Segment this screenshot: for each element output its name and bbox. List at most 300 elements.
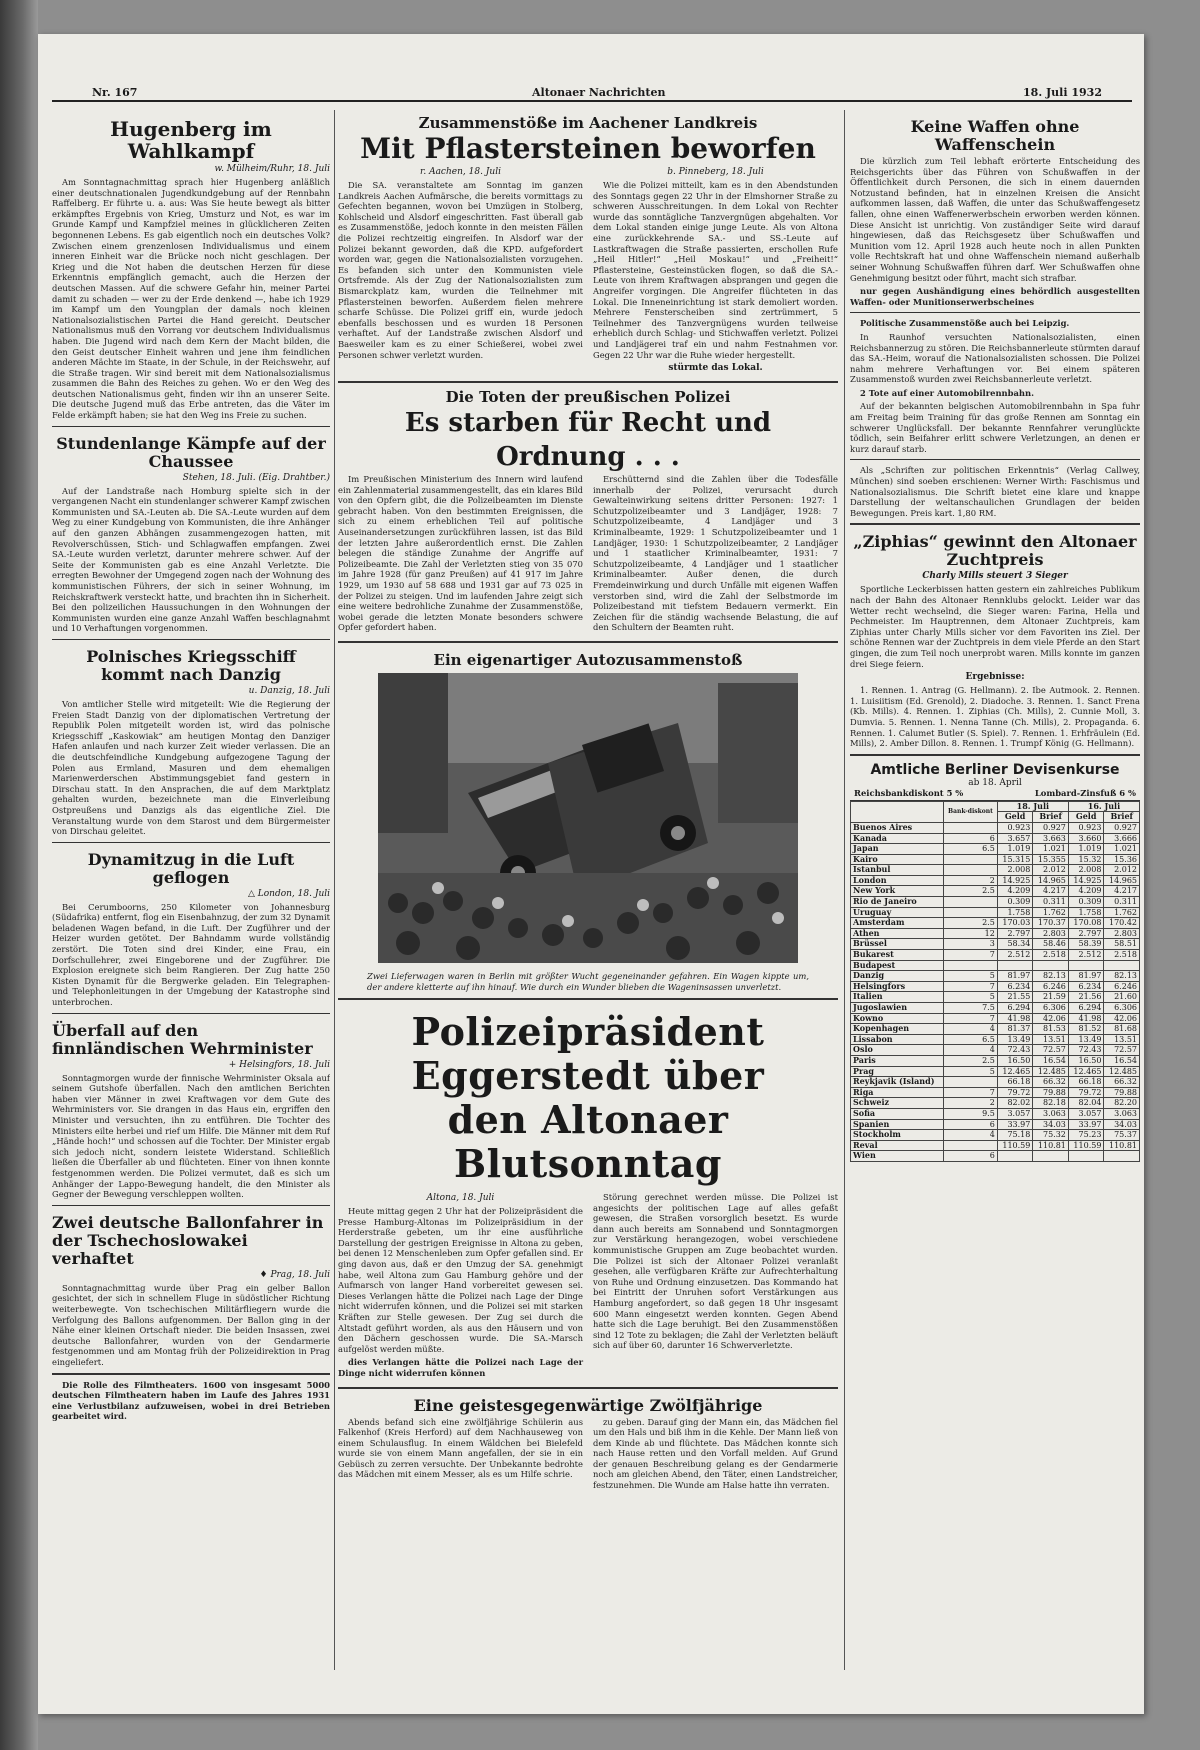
article-title: Hugenberg im Wahlkampf (110, 117, 272, 163)
table-row (851, 854, 1140, 865)
forex-table (850, 801, 1140, 1162)
geld-cell: 81.97 (1068, 971, 1104, 982)
geld-cell: 1.758 (997, 907, 1033, 918)
table-row (851, 1108, 1140, 1119)
geld-cell: 66.18 (1068, 1077, 1104, 1088)
discount-cell (944, 907, 998, 918)
geld-cell: 14.925 (997, 875, 1033, 886)
divider (52, 639, 330, 640)
headline-line-1: Polizeipräsident Eggerstedt über (411, 1009, 765, 1098)
currency-name: Rio de Janeiro (851, 897, 944, 908)
lombard-rate: Lombard-Zinsfuß 6 % (1034, 787, 1136, 798)
article-dateline: Stehen, 18. Juli. (Eig. Drahtber.) (182, 472, 330, 483)
article-emphasis: dies Verlangen hätte die Polizei nach Lage der Dinge nicht widerrufen können (338, 1357, 583, 1378)
table-row (851, 960, 1140, 971)
geld-cell: 81.52 (1068, 1024, 1104, 1035)
divider (850, 312, 1140, 313)
brief-cell: 3.666 (1104, 833, 1140, 844)
article-body: Störung gerechnet werden müsse. Die Polizei ist angesichts der politischen Lage auf alles gefaßt gewesen, die Straßen vorsorglich besetzt. Es wurde dann auch bereits am Sonnabend und Sonntagmorgen zur Verstärkung herangezogen, wobei verschiedene kommunistische Gruppen am Zuge beobachtet wurden. Die Polizei ist sich der Altonaer Polizei veranlaßt gesehen, alle verfügbaren Kräfte zur Aufrechterhaltung von Ruhe und Ordnung einzusetzen. Das Kommando hat bei Eintritt der Unruhen sofort Verstärkungen aus Hamburg angefordert, so daß gegen 18 Uhr insgesamt 600 Mann eingesetzt werden konnten. Gegen Abend hatte sich die Lage beruhigt. Bei den Zusammenstößen sind 12 Tote zu beklagen; die Zahl der Verletzten beläuft sich auf über 60, darunter 16 Schwerverletzte. (593, 1192, 838, 1351)
currency-name: Buenos Aires (851, 822, 944, 833)
header-brief: Brief (1033, 812, 1069, 823)
table-row (851, 822, 1140, 833)
geld-cell: 33.97 (1068, 1119, 1104, 1130)
article-body: Die SA. veranstaltete am Sonntag im ganzen Landkreis Aachen Aufmärsche, die bereits vormittags zu Gefechten begannen, wovon bei Umzügen in Stolberg, Kohlscheid und Alsdorf eingeschritten. Fast überall gab es Zusammenstöße, jedoch konnte in den meisten Fällen die Polizei rechtzeitig eingreifen. In Alsdorf war der Polizei bekannt geworden, daß die KPD. aufgefordert worden war, gegen die Nationalsozialisten vorzugehen. Es befanden sich unter den Kommunisten viele Ortsfremde. Als der Zug der Nationalsozialisten zum Bismarckplatz kam, wurden die Teilnehmer mit Pflastersteinen beworfen. Außerdem fielen mehrere scharfe Schüsse. Die Polizei griff ein, wurde jedoch ebenfalls beschossen und es wurden 18 Personen verhaftet. Auf der Landstraße zwischen Alsdorf und Baesweiler kam es zu einer Schießerei, wobei zwei Personen schwer verletzt wurden. (338, 180, 583, 360)
column-rule (844, 110, 845, 1670)
article-body: Im Preußischen Ministerium des Innern wird laufend ein Zahlenmaterial zusammengestellt, das ein klares Bild von den Opfern gibt, die die Polizeibeamten im Dienste gebracht haben. Von den bestimmten Ereignissen, die sich zu einem erheblichen Teil auf politische Auseinandersetzungen zurückführen lassen, ist das Bild der letzten Jahre außerordentlich ernst. Die Zahlen belegen die ständige Zunahme der Angriffe auf Polizeibeamte. Die Zahl der Verletzten stieg von 35 070 im Jahre 1928 (für ganz Preußen) auf 41 917 im Jahre 1929, um 1930 auf 58 688 und 1931 gar auf 73 025 in der Polizei zu steigen. Und im laufenden Jahre zeigt sich eine weitere bedrohliche Zunahme der Zusammenstöße, wobei gerade die letzten Monate besonders schwere Opfer gefordert haben. (338, 474, 583, 633)
currency-name: Lissabon (851, 1034, 944, 1045)
brief-cell: 82.13 (1104, 971, 1140, 982)
geld-cell: 6.294 (997, 1003, 1033, 1014)
brief-cell: 79.88 (1104, 1087, 1140, 1098)
article-title: „Ziphias“ gewinnt den Altonaer Zuchtpreis (853, 532, 1137, 570)
paper-name: Altonaer Nachrichten (532, 86, 666, 99)
page-date: 18. Juli 1932 (1023, 86, 1102, 99)
article-body: Sonntagmorgen wurde der finnische Wehrminister Oksala auf seinem Gutshofe überfallen. Nach den amtlichen Berichten haben vier Männer in zwei Kraftwagen vor dem Gute des Wehrministers vor. Sie drangen in das Haus ein, ergriffen den Minister und versuchten, ihn zu entführen. Die Tochter des Ministers eilte herbei und rief um Hilfe. Die Männer mit dem Ruf „Hände hoch!“ und schossen auf die Tochter. Der Minister ergab sich jedoch nicht, sondern leistete Widerstand. Schließlich ließen die Überfaller ab und flüchteten. Einer von ihnen konnte festgenommen werden. Die Polizei vermutet, daß es sich um Anhänger der Lappo-Bewegung handelt, die den Minister als Gegner der Bewegung verschleppen wollten. (52, 1072, 330, 1200)
geld-cell: 0.309 (1068, 897, 1104, 908)
geld-cell: 16.50 (997, 1055, 1033, 1066)
geld-cell: 75.23 (1068, 1130, 1104, 1141)
table-row (851, 1013, 1140, 1024)
brief-cell: 21.59 (1033, 992, 1069, 1003)
table-row (851, 928, 1140, 939)
divider (338, 1387, 838, 1389)
brief-cell: 6.246 (1033, 981, 1069, 992)
geld-cell: 33.97 (997, 1119, 1033, 1130)
discount-rate: Reichsbankdiskont 5 % (854, 787, 964, 798)
discount-cell: 6.5 (944, 1034, 998, 1045)
brief-cell: 15.36 (1104, 854, 1140, 865)
header-geld: Geld (997, 812, 1033, 823)
table-row (851, 918, 1140, 929)
currency-name: Athen (851, 928, 944, 939)
currency-name: Uruguay (851, 907, 944, 918)
table-row (851, 865, 1140, 876)
brief-cell (1104, 1151, 1140, 1162)
divider (52, 1205, 330, 1206)
geld-cell: 2.512 (1068, 950, 1104, 961)
article-dateline: u. Danzig, 18. Juli (248, 685, 330, 696)
discount-cell: 2.5 (944, 918, 998, 929)
geld-cell: 79.72 (1068, 1087, 1104, 1098)
divider (338, 641, 838, 643)
eggerstedt-article (338, 1192, 838, 1382)
article-title: Polnisches Kriegsschiff kommt nach Danzig (86, 646, 296, 684)
discount-cell: 2 (944, 1098, 998, 1109)
geld-cell: 4.209 (997, 886, 1033, 897)
divider (338, 381, 838, 383)
table-row (851, 1055, 1140, 1066)
discount-cell: 4 (944, 1130, 998, 1141)
table-row (851, 1066, 1140, 1077)
table-row (851, 1077, 1140, 1088)
brief-cell: 82.13 (1033, 971, 1069, 982)
brief-cell: 58.51 (1104, 939, 1140, 950)
brief-cell: 66.32 (1033, 1077, 1069, 1088)
currency-name: Oslo (851, 1045, 944, 1056)
geld-cell: 75.18 (997, 1130, 1033, 1141)
police-headline-block (338, 388, 838, 474)
geld-cell: 72.43 (997, 1045, 1033, 1056)
photo-title: Ein eigenartiger Autozusammenstoß (433, 651, 743, 669)
brief-cell: 6.246 (1104, 981, 1140, 992)
currency-name: Danzig (851, 971, 944, 982)
article-brief: Die Rolle des Filmtheaters. 1600 von insgesamt 5000 deutschen Filmtheatern haben im Laufe des Jahres 1931 eine Verlustbilanz aufzuweisen, wobei in drei Betrieben gearbeitet wird. (52, 1379, 330, 1422)
geld-cell: 6.234 (1068, 981, 1104, 992)
table-row (851, 833, 1140, 844)
geld-cell: 0.923 (1068, 822, 1104, 833)
currency-name: Brüssel (851, 939, 944, 950)
discount-cell: 12 (944, 928, 998, 939)
currency-name: Prag (851, 1066, 944, 1077)
currency-name: Japan (851, 844, 944, 855)
discount-cell: 6.5 (944, 844, 998, 855)
geld-cell: 58.34 (997, 939, 1033, 950)
geld-cell: 0.309 (997, 897, 1033, 908)
brief-cell: 2.012 (1033, 865, 1069, 876)
article-title: Zwei deutsche Ballonfahrer in der Tschechoslowakei verhaftet (52, 1212, 324, 1268)
table-row (851, 886, 1140, 897)
brief-cell: 12.485 (1033, 1066, 1069, 1077)
brief-cell: 170.42 (1104, 918, 1140, 929)
article-dateline: r. Aachen, 18. Juli (420, 167, 501, 177)
brief-cell: 2.803 (1033, 928, 1069, 939)
brief-cell: 42.06 (1104, 1013, 1140, 1024)
geld-cell: 14.925 (1068, 875, 1104, 886)
geld-cell (997, 1151, 1033, 1162)
article-dateline: b. Pinneberg, 18. Juli (667, 167, 764, 177)
forex-block (850, 762, 1140, 1162)
currency-name: Reval (851, 1140, 944, 1151)
currency-name: Budapest (851, 960, 944, 971)
brief-cell: 6.306 (1104, 1003, 1140, 1014)
geld-cell: 1.019 (997, 844, 1033, 855)
brief-title: Politische Zusammenstöße auch bei Leipzig. (860, 318, 1070, 329)
aachen-article (338, 166, 838, 376)
discount-cell: 2.5 (944, 1055, 998, 1066)
currency-name: Schweiz (851, 1098, 944, 1109)
brief-cell: 170.37 (1033, 918, 1069, 929)
table-row (851, 1151, 1140, 1162)
brief-cell: 0.311 (1104, 897, 1140, 908)
brief-cell: 0.311 (1033, 897, 1069, 908)
article-headline: Mit Pflastersteinen beworfen (360, 132, 816, 165)
article-title: Keine Waffen ohne Waffenschein (910, 117, 1080, 154)
geld-cell: 6.234 (997, 981, 1033, 992)
discount-cell: 7 (944, 950, 998, 961)
brief-cell: 1.021 (1033, 844, 1069, 855)
divider (338, 998, 838, 1000)
brief-cell: 1.021 (1104, 844, 1140, 855)
article-dateline: Altona, 18. Juli (426, 1193, 495, 1203)
article-dateline: △ London, 18. Juli (247, 888, 330, 899)
book-notice: Als „Schriften zur politischen Erkenntnis“ (Verlag Callwey, München) sind soeben erschienen: Werner Wirth: Faschismus und Nationalsozialismus. Die Schrift bietet eine klare und knappe Darstellung der weltanschaulichen Grundlagen der beiden Bewegungen. Preis kart. 1,80 RM. (850, 465, 1140, 518)
currency-name: Stockholm (851, 1130, 944, 1141)
brief-cell: 110.81 (1033, 1140, 1069, 1151)
page-header (52, 84, 1132, 102)
geld-cell: 2.797 (997, 928, 1033, 939)
brief-cell: 12.485 (1104, 1066, 1140, 1077)
discount-cell (944, 897, 998, 908)
article-subhead: stürmte das Lokal. (668, 363, 763, 374)
photo-caption: Zwei Lieferwagen waren in Berlin mit größter Wucht gegeneinander gefahren. Ein Wagen kippte um, der andere kletterte auf ihn hinauf. Wie durch ein Wunder blieben die Wageninsassen unverletzt. (367, 971, 809, 992)
table-row (851, 907, 1140, 918)
brief-cell: 75.32 (1033, 1130, 1069, 1141)
geld-cell: 21.56 (1068, 992, 1104, 1003)
discount-cell: 5 (944, 1066, 998, 1077)
table-row (851, 1024, 1140, 1035)
article-kicker: Zusammenstöße im Aachener Landkreis (418, 114, 758, 132)
brief-title: 2 Tote auf einer Automobilrennbahn. (860, 387, 1035, 398)
table-row (851, 971, 1140, 982)
article-title: Überfall auf den finnländischen Wehrminister (52, 1020, 313, 1058)
article-subhead: Charly Mills steuert 3 Sieger (922, 571, 1068, 582)
article-dateline: w. Mülheim/Ruhr, 18. Juli (214, 164, 330, 174)
divider (52, 426, 330, 427)
geld-cell: 3.057 (1068, 1108, 1104, 1119)
table-row (851, 1140, 1140, 1151)
header-brief: Brief (1104, 812, 1140, 823)
geld-cell: 41.98 (1068, 1013, 1104, 1024)
divider (850, 754, 1140, 756)
article-kicker: Die Toten der preußischen Polizei (445, 388, 731, 407)
crash-photo (378, 673, 798, 963)
brief-cell: 16.54 (1104, 1055, 1140, 1066)
headline-line-2: den Altonaer Blutsonntag (447, 1097, 729, 1186)
geld-cell (1068, 960, 1104, 971)
discount-cell: 7 (944, 1087, 998, 1098)
left-column (52, 110, 330, 1710)
article-dateline: + Helsingfors, 18. Juli (228, 1059, 330, 1070)
geld-cell: 1.019 (1068, 844, 1104, 855)
currency-name: Wien (851, 1151, 944, 1162)
geld-cell: 13.49 (997, 1034, 1033, 1045)
table-row (851, 844, 1140, 855)
brief-cell: 34.03 (1033, 1119, 1069, 1130)
results-title: Ergebnisse: (965, 672, 1025, 683)
geld-cell: 82.04 (1068, 1098, 1104, 1109)
article-emphasis: nur gegen Aushändigung eines behördlich ausgestellten Waffen- oder Munitionserwerbscheines (850, 286, 1140, 307)
brief-cell: 34.03 (1104, 1119, 1140, 1130)
header-geld: Geld (1068, 812, 1104, 823)
aachen-headline-block (338, 114, 838, 166)
brief-cell: 72.57 (1033, 1045, 1069, 1056)
discount-cell (944, 1077, 998, 1088)
brief-cell: 110.81 (1104, 1140, 1140, 1151)
divider (850, 523, 1140, 525)
brief-cell: 2.803 (1104, 928, 1140, 939)
geld-cell: 110.59 (997, 1140, 1033, 1151)
brief-cell: 82.18 (1033, 1098, 1069, 1109)
divider (52, 842, 330, 843)
geld-cell: 16.50 (1068, 1055, 1104, 1066)
geld-cell: 12.465 (1068, 1066, 1104, 1077)
geld-cell: 82.02 (997, 1098, 1033, 1109)
geld-cell: 170.08 (1068, 918, 1104, 929)
brief-cell: 3.063 (1033, 1108, 1069, 1119)
divider (850, 459, 1140, 460)
forex-rates (850, 788, 1140, 801)
brief-cell: 81.53 (1033, 1024, 1069, 1035)
forex-title: Amtliche Berliner Devisenkurse (870, 761, 1120, 778)
newspaper-page (38, 34, 1144, 1714)
brief-cell: 66.32 (1104, 1077, 1140, 1088)
discount-cell: 6 (944, 1119, 998, 1130)
geld-cell: 66.18 (997, 1077, 1033, 1088)
forex-subtitle: ab 18. April (968, 777, 1022, 788)
table-header-row (851, 801, 1140, 812)
geld-cell: 0.923 (997, 822, 1033, 833)
brief-cell: 6.306 (1033, 1003, 1069, 1014)
discount-cell (944, 1140, 998, 1151)
article-body: Abends befand sich eine zwölfjährige Schülerin aus Falkenhof (Kreis Herford) auf dem Nachhauseweg von einem Schulausflug. In einem Wäldchen bei Bielefeld wurde sie von einem Mann angefallen, der sie in ein Gebüsch zu zerren versuchte. Der Unbekannte bedrohte das Mädchen mit einem Messer, als es um Hilfe schrie. (338, 1416, 583, 1480)
currency-name: Kowno (851, 1013, 944, 1024)
brief-cell: 14.965 (1033, 875, 1069, 886)
discount-cell: 4 (944, 1024, 998, 1035)
results-body: 1. Rennen. 1. Antrag (G. Hellmann). 2. Ibe Autmook. 2. Rennen. 1. Luisiitism (Ed. Grenold), 2. Diadoche. 3. Rennen. 1. Sanct Frena (Kb. Mills). 4. Rennen. 1. Ziphias (Ch. Mills), 2. Cunnie Moll, 3. Dumvia. 5. Rennen. 1. Nenna Tanne (Ch. Mills), 2. Propaganda. 6. Rennen. 1. Calumet Butler (S. Spiel). 7. Rennen. 1. Erhfräulein (Ed. Mills), 2. Amber Dillon. 8. Rennen. 1. Trumpf König (G. Hellmann). (850, 685, 1140, 749)
article-title: Stundenlange Kämpfe auf der Chaussee (56, 433, 326, 471)
article-title: Eine geistesgegenwärtige Zwölfjährige (413, 1395, 763, 1415)
geld-cell: 79.72 (997, 1087, 1033, 1098)
article-body: Sportliche Leckerbissen hatten gestern ein zahlreiches Publikum nach der Bahn des Altonaer Rennklubs gelockt. Leider war das Wetter recht wechselnd, die Sieger waren: Farina, Hella und Pechmeister. Im Hauptrennen, dem Altonaer Zuchtpreis, kam Ziphias unter Charly Mills sicher vor dem Favoriten ins Ziel. Der schöne Rennen war der Zuchtpreis in dem viele Pferde an den Start gingen, die zum Teil noch unerprobt waren. Mills konnte im ganzen drei Siege feiern. (850, 584, 1140, 669)
discount-cell: 6 (944, 1151, 998, 1162)
geld-cell: 15.32 (1068, 854, 1104, 865)
currency-name: Helsingfors (851, 981, 944, 992)
currency-name: Kairo (851, 854, 944, 865)
geld-cell: 2.008 (997, 865, 1033, 876)
geld-cell: 12.465 (997, 1066, 1033, 1077)
geld-cell: 2.008 (1068, 865, 1104, 876)
middle-column (338, 110, 838, 1710)
brief-cell (1033, 960, 1069, 971)
header-currency (851, 801, 944, 822)
brief-cell: 0.927 (1104, 822, 1140, 833)
table-row (851, 1045, 1140, 1056)
table-row (851, 875, 1140, 886)
currency-name: Riga (851, 1087, 944, 1098)
discount-cell: 7 (944, 981, 998, 992)
table-row (851, 1087, 1140, 1098)
currency-name: London (851, 875, 944, 886)
brief-cell: 21.60 (1104, 992, 1140, 1003)
currency-name: Jugoslawien (851, 1003, 944, 1014)
currency-name: Bukarest (851, 950, 944, 961)
article-body: Erschütternd sind die Zahlen über die Todesfälle innerhalb der Polizei, verursacht durch Gewalteinwirkung seitens dritter Personen: 1927: 1 Schutzpolizeibeamter und 3 Landjäger, 1928: 7 Schutzpolizeibeamte, 4 Landjäger und 3 Kriminalbeamte, 1929: 1 Schutzpolizeibeamter und 1 Landjäger, 1930: 1 Schutzpolizeibeamter, 2 Landjäger und 1 staatlicher Kriminalbeamter, 1931: 7 Schutzpolizeibeamte, 4 Landjäger und 1 staatlicher Kriminalbeamter. Außer denen, die durch Fremdeinwirkung und durch Unfälle mit eigenen Waffen verstorben sind, wird die Zahl der Selbstmorde im Polizeibestand mit tiefstem Bedauern vermerkt. Ein Zeichen für die ständig wachsende Belastung, die auf den Schultern der Beamten ruht. (593, 474, 838, 633)
currency-name: Kopenhagen (851, 1024, 944, 1035)
article-title: Dynamitzug in die Luft geflogen (87, 849, 295, 887)
brief-cell: 14.965 (1104, 875, 1140, 886)
photo-block (353, 651, 823, 993)
discount-cell: 5 (944, 992, 998, 1003)
brief-cell: 58.46 (1033, 939, 1069, 950)
geld-cell: 15.315 (997, 854, 1033, 865)
book-binding (0, 0, 38, 1750)
header-date-2: 16. Juli (1068, 801, 1139, 812)
brief-cell: 75.37 (1104, 1130, 1140, 1141)
brief-cell: 4.217 (1104, 886, 1140, 897)
article-body: Die kürzlich zum Teil lebhaft erörterte Entscheidung des Reichsgerichts über das Führen von Schußwaffen in der Öffentlichkeit durch Personen, die sich in einem dauernden Notzustand befinden, hat in einzelnen Kreisen die Ansicht aufkommen lassen, daß Waffen, die unter das Schußwaffengesetz fallen, ohne einen Waffenerwerbschein erworben werden können. Diese Ansicht ist unrichtig. Von zuständiger Seite wird darauf hingewiesen, daß das Reichsgesetz über Schußwaffen und Munition vom 12. April 1928 auch heute noch in allen Punkten volle Rechtskraft hat und ohne Waffenschein niemand außerhalb seiner Wohnung Schußwaffen führen darf. Wer Schußwaffen ohne Genehmigung besitzt oder führt, macht sich strafbar. (850, 156, 1140, 283)
table-row (851, 1003, 1140, 1014)
currency-name: Sofia (851, 1108, 944, 1119)
discount-cell: 2 (944, 875, 998, 886)
brief-cell: 15.355 (1033, 854, 1069, 865)
geld-cell: 21.55 (997, 992, 1033, 1003)
discount-cell (944, 865, 998, 876)
geld-cell: 1.758 (1068, 907, 1104, 918)
geld-cell: 13.49 (1068, 1034, 1104, 1045)
brief-body: In Raunhof versuchten Nationalsozialisten, einen Reichsbannerzug zu stören. Die Reichsbannerleute stürmten darauf das SA.-Heim, worauf die Nationalsozialisten schossen. Die Polizei nahm mehrere Verhaftungen vor. Bei einem späteren Zusammenstoß wurden zwei Reichsbannerleute verletzt. (850, 331, 1140, 385)
article-body: Am Sonntagnachmittag sprach hier Hugenberg anläßlich einer deutschnationalen Jugendkundgebung auf der Rennbahn Raffelberg. Er führte u. a. aus: Was Sie heute bewegt als bitter erkämpftes Ergebnis von Krieg, Umsturz und Not, es war im Grunde Kampf und Kampfziel meines in glücklicheren Zeiten begonnenen Lebens. Es gab eigentlich noch ein deutsches Volk? Zwischen einem grenzenlosen Individualismus und einem inneren Einheit war die Brücke noch nicht geschlagen. Der Krieg und die Not haben die deutschen Herzen für diese Erkenntnis empfänglich gemacht, auch die Herzen der deutschen Massen. Auf die schwere Gefahr hin, meiner Partei damit zu schaden — wer zu der Erde denkend —, habe ich 1929 im Kampf um den Youngplan der damals noch kleinen Nationalsozialistischen Partei die Hand gereicht. Deutscher Nationalismus muß den Vorrang vor deutschem Individualismus haben. Die Jugend wird nach dem Kern der Macht bilden, die den Geist deutscher Einheit wahren und jene ihm feindlichen anderen Mächte im Staate, in der Schule, in der Reichswehr, auf die Straße tragen. Wir sind bereit mit dem Nationalsozialismus zusammen die Bahn des Reiches zu gehen. Wo er den Weg des deutschen Nationalismus geht, finden wir ihn an unserer Seite. Die deutsche Jugend muß das Erbe antreten, das die Väter im Felde erkämpft haben; sie hat den Weg ins Freie zu suchen. (52, 177, 330, 421)
brief-cell: 4.217 (1033, 886, 1069, 897)
brief-cell: 2.518 (1033, 950, 1069, 961)
brief-cell: 1.762 (1104, 907, 1140, 918)
divider (52, 1013, 330, 1014)
brief-cell: 79.88 (1033, 1087, 1069, 1098)
discount-cell (944, 960, 998, 971)
geld-cell: 4.209 (1068, 886, 1104, 897)
table-row (851, 1130, 1140, 1141)
geld-cell: 170.03 (997, 918, 1033, 929)
currency-name: Istanbul (851, 865, 944, 876)
geld-cell: 3.657 (997, 833, 1033, 844)
discount-cell: 4 (944, 1045, 998, 1056)
brief-cell: 2.012 (1104, 865, 1140, 876)
brief-cell (1104, 960, 1140, 971)
brief-cell: 2.518 (1104, 950, 1140, 961)
brief-cell: 3.663 (1033, 833, 1069, 844)
brief-cell: 13.51 (1033, 1034, 1069, 1045)
currency-name: Reykjavik (Island) (851, 1077, 944, 1088)
geld-cell (1068, 1151, 1104, 1162)
currency-name: Italien (851, 992, 944, 1003)
police-article (338, 474, 838, 636)
discount-cell: 7.5 (944, 1003, 998, 1014)
discount-cell (944, 822, 998, 833)
table-row (851, 897, 1140, 908)
geld-cell: 2.797 (1068, 928, 1104, 939)
forex-table-body (851, 822, 1140, 1161)
discount-cell: 9.5 (944, 1108, 998, 1119)
page-number: Nr. 167 (92, 86, 138, 99)
discount-cell: 5 (944, 971, 998, 982)
geld-cell: 58.39 (1068, 939, 1104, 950)
right-column (850, 110, 1140, 1710)
table-row (851, 939, 1140, 950)
article-body: Heute mittag gegen 2 Uhr hat der Polizeipräsident die Presse Hamburg-Altonas im Polizeipräsidium in der Herderstraße gebeten, um ihr eine ausführliche Darstellung der gestrigen Ereignisse in Altona zu geben, bei denen 12 Menschenleben zum Opfer gefallen sind. Er ging davon aus, daß er den Umzug der SA. genehmigt habe, weil Altona zum Gau Hamburg gehöre und der Aufmarsch von langer Hand vorbereitet gewesen sei. Dieses Verlangen hätte die Polizei nach Lage der Dinge nicht widerrufen können, und die Polizei sei mit starken Kräften zur Stelle gewesen. Der Zug sei durch die Altstadt geführt worden, als aus den Häusern und von den Dächern geschossen wurde. Die SA.-Marsch aufgelöst werden müßte. (338, 1206, 583, 1354)
geld-cell: 3.660 (1068, 833, 1104, 844)
geld-cell: 2.512 (997, 950, 1033, 961)
article-body: Auf der Landstraße nach Homburg spielte sich in der vergangenen Nacht ein stundenlanger schwerer Kampf zwischen Kommunisten und SA.-Leuten ab. Die SA.-Leute wurden auf dem Weg zu einer Kundgebung von Kommunisten, die ihre Anhänger auf den ganzen Abhängen zusammengezogen hatten, mit Revolverschüssen, Stich- und Schlagwaffen empfangen. Zwei SA.-Leute wurden verletzt, darunter mehrere schwer. Auf der Seite der Kommunisten gab es eine Anzahl Verletzte. Die erregten Bewohner der Umgegend zogen nach der Wohnung des kommunistischen Führers, der sich in seiner Wohnung, im Reichskraftwerk versteckt hatte, und brachten ihn in Sicherheit. Bei den polizeilichen Haussuchungen in den Wohnungen der Kommunisten wurden eine ganze Anzahl Waffen beschlagnahmt und 10 Verhaftungen vorgenommen. (52, 485, 330, 634)
geld-cell: 81.97 (997, 971, 1033, 982)
brief-cell: 0.927 (1033, 822, 1069, 833)
brief-cell: 16.54 (1033, 1055, 1069, 1066)
geld-cell: 6.294 (1068, 1003, 1104, 1014)
brief-body: Auf der bekannten belgischen Automobilrennbahn in Spa fuhr am Freitag beim Training für das große Rennen am Sonntag ein schwerer Unglücksfall. Der bekannte Rennfahrer verunglückte tödlich, sein Beifahrer erlitt schwere Verletzungen, an denen er kurz darauf starb. (850, 401, 1140, 454)
table-row (851, 992, 1140, 1003)
geld-cell: 41.98 (997, 1013, 1033, 1024)
girl-article (338, 1417, 838, 1494)
table-row (851, 1034, 1140, 1045)
discount-cell: 7 (944, 1013, 998, 1024)
discount-cell: 6 (944, 833, 998, 844)
article-body: Von amtlicher Stelle wird mitgeteilt: Wie die Regierung der Freien Stadt Danzig von der diplomatischen Vertretung der Republik Polen mitgeteilt worden ist, wird das polnische Kriegsschiff „Kaskowiak“ am heutigen Montag den Danziger Hafen anlaufen und nach kurzer Zeit wieder verlassen. Die an die deutschfeindliche Kundgebung aufgezogene Tagung der Polen aus Ermland, Masuren und dem ehemaligen Marienwerderschen Abstimmungsgebiet fand gestern in Dirschau statt. In den Ansprachen, die auf dem Marktplatz gehalten wurden, bezeichnete man die Einverleibung Ostpreußens und Danzigs als das eigentliche Ziel. Die Veranstaltung wurde von dem Starost und dem Bürgermeister von Dirschau geleitet. (52, 698, 330, 837)
table-row (851, 950, 1140, 961)
table-row (851, 981, 1140, 992)
header-date-1: 18. Juli (997, 801, 1068, 812)
geld-cell: 110.59 (1068, 1140, 1104, 1151)
article-body: Bei Cerumboorns, 250 Kilometer von Johannesburg (Südafrika) entfernt, flog ein Eisenbahnzug, der zum 32 Dynamit beladenen Wagen befand, in die Luft. Der Zugführer und der Heizer wurden getötet. Der Bahndamm wurde vollständig zerstört. Die Toten sind drei Kinder, eine Frau, ein Dorfschullehrer, zwei Eingeborene und der Zugführer. Die Explosion ereignete sich beim Rangieren. Der Zug hatte 250 Kisten Dynamit für die Bergwerke geladen. Ein Telegraphen- und Telephonleitungen in der Umgebung der Katastrophe sind unterbrochen. (52, 901, 330, 1008)
geld-cell (997, 960, 1033, 971)
eggerstedt-headline (338, 1010, 838, 1186)
